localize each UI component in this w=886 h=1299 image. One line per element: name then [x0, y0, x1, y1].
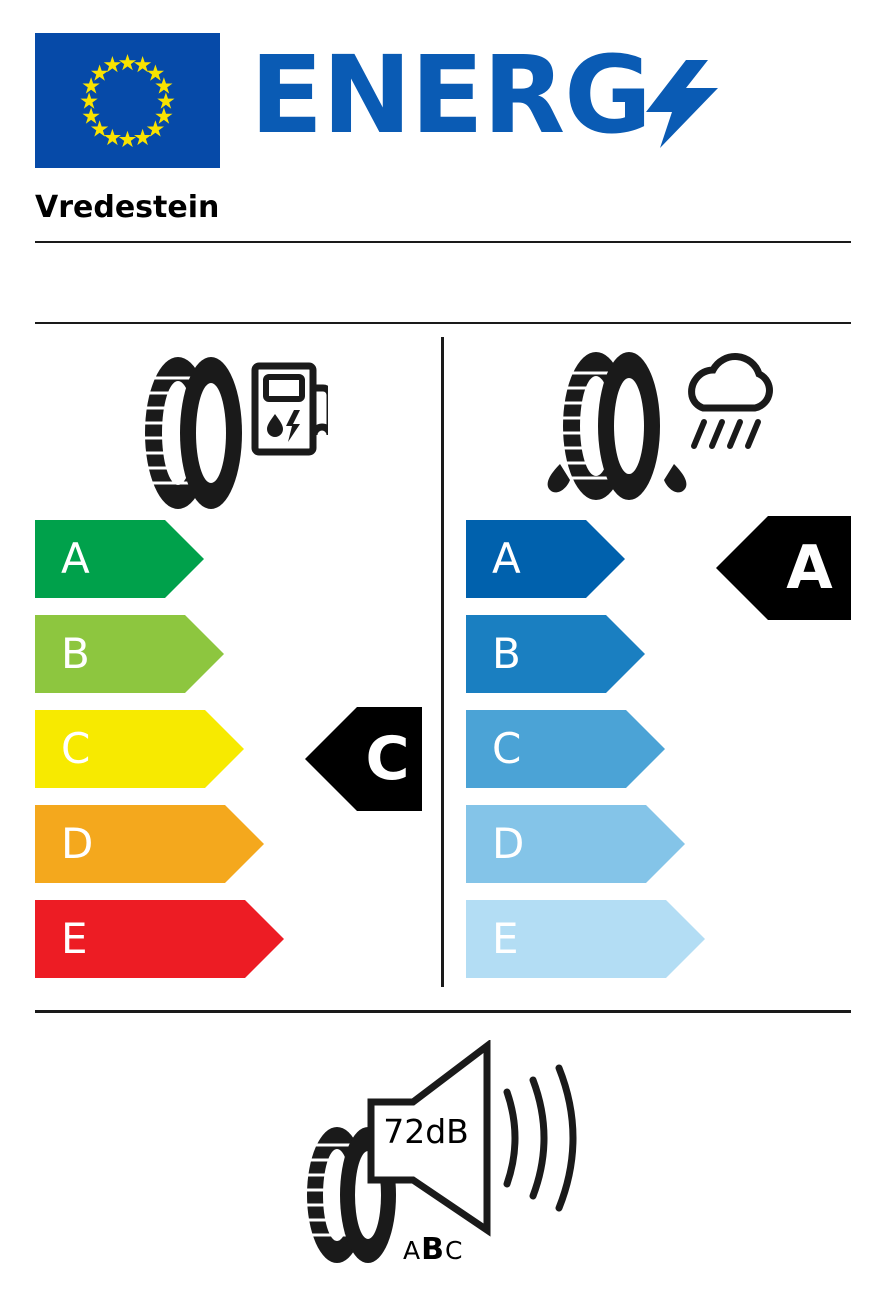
- wet-rating-pointer: A: [768, 516, 851, 620]
- tyre-fuel-pump-icon: [118, 348, 328, 518]
- wet-grade-a: [466, 520, 586, 598]
- energy-label-header: [35, 33, 851, 168]
- noise-class-c: C: [444, 1236, 464, 1265]
- grade-letter: A: [492, 534, 521, 583]
- grade-letter: B: [61, 629, 90, 678]
- wet-grade-b: [466, 615, 606, 693]
- wet-grip-scale: [466, 520, 726, 995]
- grade-row: [35, 900, 295, 978]
- fuel-grade-e: [35, 900, 245, 978]
- grade-letter: A: [61, 534, 90, 583]
- grade-row: [466, 900, 726, 978]
- fuel-efficiency-scale: [35, 520, 295, 995]
- lightning-bolt-icon: [646, 60, 718, 148]
- grade-letter: C: [61, 724, 91, 773]
- grade-row: [35, 520, 295, 598]
- fuel-grade-a: [35, 520, 165, 598]
- fuel-grade-c: [35, 710, 205, 788]
- grade-row: [35, 805, 295, 883]
- divider-vertical: [441, 337, 444, 987]
- noise-section: [285, 1040, 595, 1270]
- grade-letter: E: [492, 914, 519, 963]
- divider-top: [35, 241, 851, 243]
- wet-grade-e: [466, 900, 666, 978]
- divider-bottom: [35, 1010, 851, 1013]
- grade-row: [466, 615, 726, 693]
- grade-row: [35, 615, 295, 693]
- eu-flag-icon: [35, 33, 220, 168]
- grade-letter: D: [492, 819, 525, 868]
- grade-letter: C: [492, 724, 522, 773]
- noise-class-indicator: [403, 1232, 463, 1267]
- grade-row: [35, 710, 295, 788]
- fuel-grade-b: [35, 615, 185, 693]
- page-title: ENERG: [250, 34, 651, 158]
- divider-second: [35, 322, 851, 324]
- eu-stars-icon: [35, 33, 220, 168]
- brand-name: Vredestein: [35, 190, 220, 225]
- grade-row: [466, 710, 726, 788]
- fuel-grade-d: [35, 805, 225, 883]
- fuel-rating-pointer: C: [357, 707, 422, 811]
- tyre-rain-cloud-icon: [534, 348, 784, 518]
- grade-letter: D: [61, 819, 94, 868]
- grade-letter: E: [61, 914, 88, 963]
- grade-letter: B: [492, 629, 521, 678]
- noise-class-a: A: [403, 1236, 422, 1265]
- wet-grade-c: [466, 710, 626, 788]
- wet-grade-d: [466, 805, 646, 883]
- grade-row: [466, 805, 726, 883]
- noise-class-b-active: B: [421, 1232, 445, 1267]
- grade-row: [466, 520, 726, 598]
- noise-db-value: 72dB: [383, 1112, 469, 1151]
